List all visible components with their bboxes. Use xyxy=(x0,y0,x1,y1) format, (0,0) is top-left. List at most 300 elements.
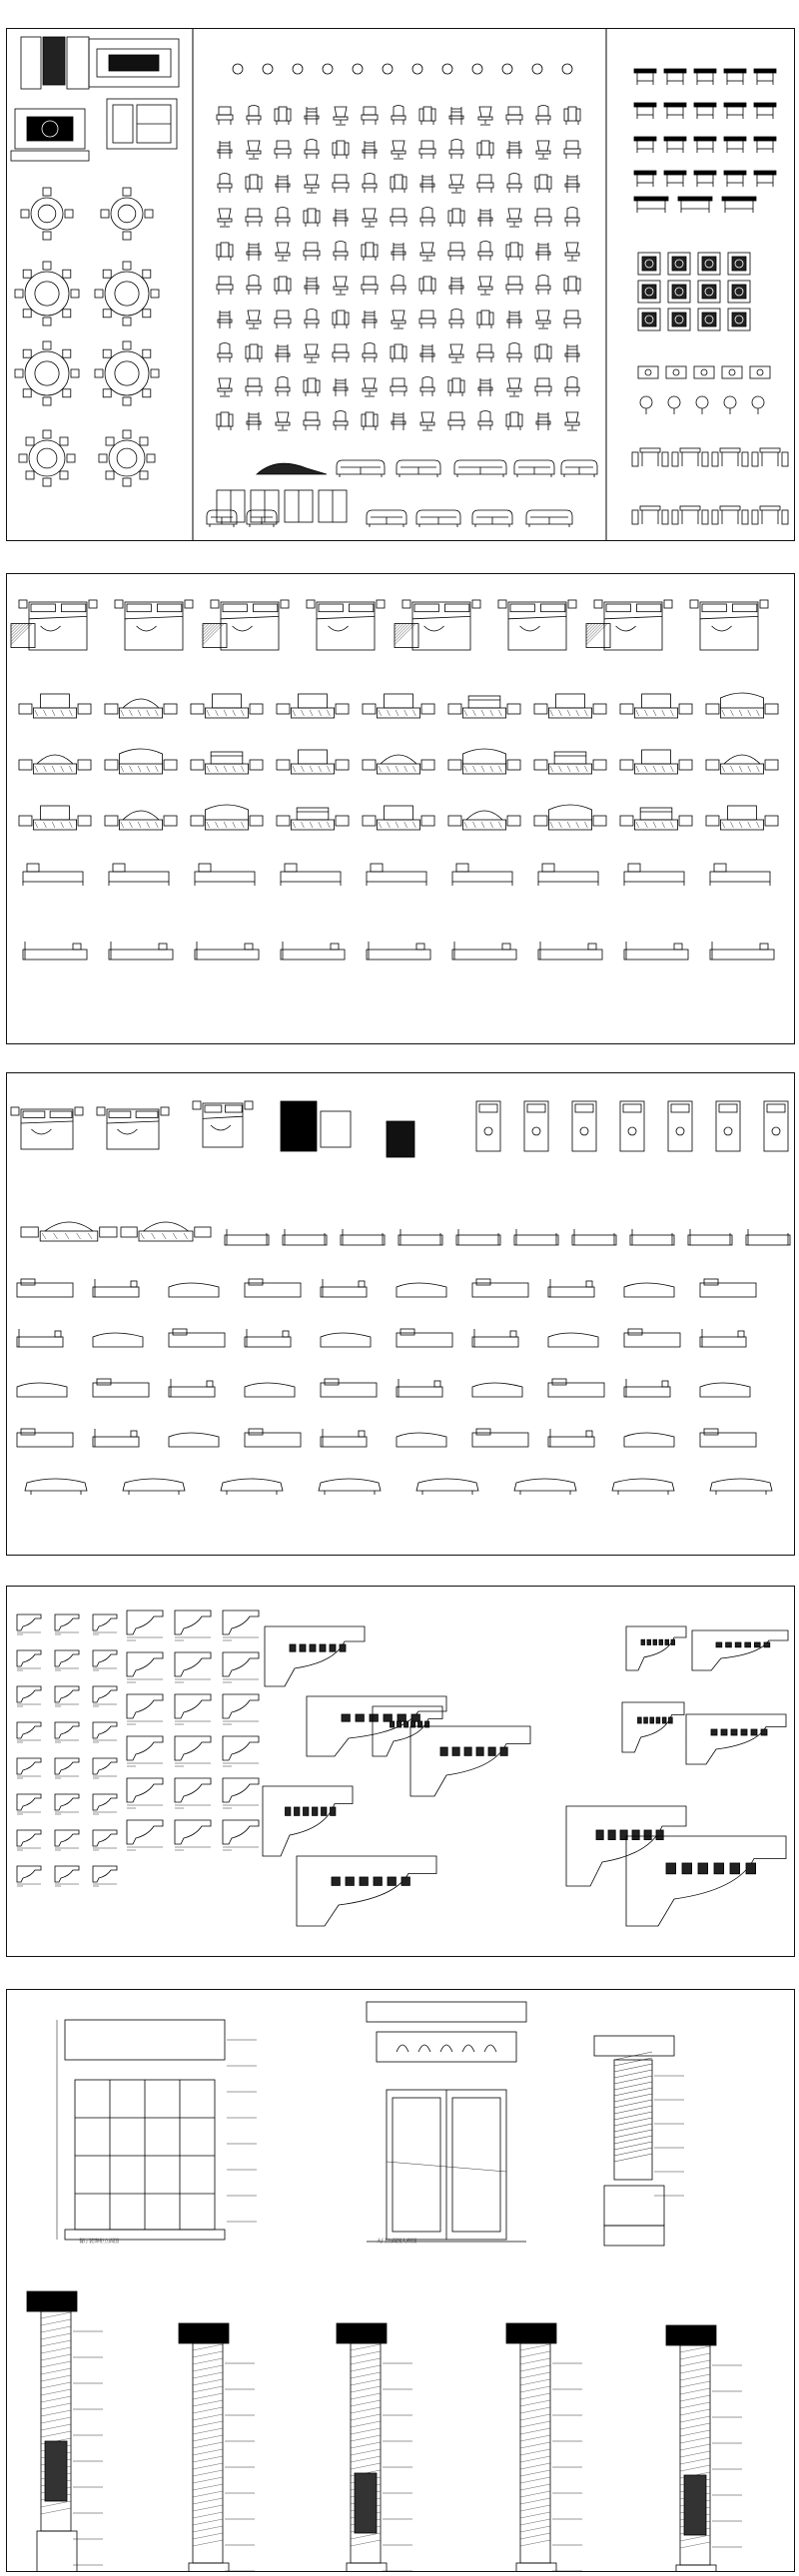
stroke xyxy=(412,766,415,772)
outline xyxy=(55,1614,79,1630)
outline xyxy=(566,412,578,422)
stroke xyxy=(11,624,14,627)
chair-symbol xyxy=(449,107,463,125)
outline xyxy=(634,171,656,175)
cornice-profile xyxy=(223,1736,259,1766)
daybed-symbol xyxy=(93,1429,139,1447)
stroke xyxy=(722,766,725,772)
bed-drawing-2 xyxy=(7,1073,794,1555)
chair-symbol xyxy=(448,209,464,227)
sofa-bed-symbol xyxy=(710,1479,772,1495)
outline xyxy=(645,369,651,375)
outline xyxy=(669,1717,673,1723)
outline xyxy=(507,816,520,826)
outline xyxy=(373,1706,442,1756)
outline xyxy=(50,1111,72,1117)
outline xyxy=(450,412,462,420)
stroke xyxy=(129,766,132,772)
stroke xyxy=(662,766,665,772)
outline xyxy=(536,286,550,290)
outline xyxy=(63,270,71,278)
daybed-symbol xyxy=(245,1429,301,1447)
outline xyxy=(23,950,87,960)
chair-symbol xyxy=(391,175,406,193)
stool-symbol xyxy=(472,64,482,74)
outline xyxy=(416,944,424,950)
outline xyxy=(319,604,343,612)
dining-table-symbol xyxy=(21,188,73,240)
outline xyxy=(218,184,232,188)
stroke xyxy=(224,766,227,772)
outline xyxy=(278,377,288,388)
daybed-symbol xyxy=(472,1279,528,1297)
outline xyxy=(394,106,403,117)
stroke xyxy=(472,766,475,772)
outline xyxy=(724,103,746,107)
stroke xyxy=(670,710,673,716)
dining-set-elevation-symbol xyxy=(712,448,748,466)
chair-symbol xyxy=(247,141,261,159)
table-elevation-symbol xyxy=(634,197,668,213)
outline xyxy=(662,510,668,524)
stroke xyxy=(193,2519,223,2525)
outline xyxy=(539,344,547,358)
outline xyxy=(211,1125,231,1130)
outline xyxy=(331,1807,336,1815)
outline xyxy=(464,1747,471,1755)
stroke xyxy=(520,2505,550,2511)
outline xyxy=(624,872,684,882)
outline xyxy=(764,1101,788,1151)
stroke xyxy=(396,710,399,716)
stroke xyxy=(756,766,759,772)
outline xyxy=(387,1121,414,1157)
outline xyxy=(169,1283,219,1297)
daybed-symbol xyxy=(169,1283,219,1297)
stroke xyxy=(584,766,587,772)
outline xyxy=(217,414,221,426)
outline xyxy=(221,616,279,618)
table-elevation-symbol xyxy=(694,103,716,119)
outline xyxy=(535,386,551,391)
outline xyxy=(666,1863,676,1874)
stroke xyxy=(680,2423,710,2429)
daybed-symbol xyxy=(624,1283,674,1297)
bed-side-symbol xyxy=(710,942,774,960)
outline xyxy=(714,864,726,872)
table-elevation-symbol xyxy=(634,69,656,85)
outline xyxy=(359,1281,365,1287)
outline xyxy=(702,257,716,271)
outline xyxy=(537,378,549,386)
stroke xyxy=(351,2414,381,2420)
outline xyxy=(21,1121,73,1123)
stroke xyxy=(301,822,304,828)
stroke xyxy=(155,766,158,772)
outline xyxy=(624,1283,674,1297)
daybed-symbol xyxy=(321,1279,367,1297)
stroke xyxy=(41,2431,71,2437)
outline xyxy=(11,624,35,648)
outline xyxy=(468,696,500,708)
stroke xyxy=(653,766,656,772)
outline xyxy=(632,510,638,524)
stool-symbol xyxy=(442,64,452,74)
outline xyxy=(119,708,162,718)
outline xyxy=(337,311,345,324)
outline xyxy=(306,175,318,185)
outline xyxy=(367,950,430,960)
outline xyxy=(391,177,395,189)
table-elevation-symbol xyxy=(724,103,746,119)
outline xyxy=(565,387,579,391)
chair-symbol xyxy=(419,277,435,295)
outline xyxy=(506,2323,556,2343)
outline xyxy=(421,816,434,826)
cornice-profile xyxy=(17,1650,41,1670)
stroke xyxy=(490,822,493,828)
outline xyxy=(421,412,433,422)
ornate-cornice-section xyxy=(410,1726,530,1796)
stroke xyxy=(586,624,592,630)
outline xyxy=(668,396,680,408)
ornate-cornice-section xyxy=(263,1786,353,1856)
stroke xyxy=(43,822,46,828)
stroke xyxy=(65,1233,69,1239)
stroke xyxy=(207,822,210,828)
stroke xyxy=(327,710,330,716)
cornice-profile xyxy=(93,1686,117,1706)
stroke xyxy=(412,710,415,716)
outline xyxy=(449,185,463,188)
daybed-symbol xyxy=(514,1229,558,1245)
outline xyxy=(548,1437,594,1447)
chair-symbol xyxy=(565,344,579,362)
outline xyxy=(109,872,169,882)
outline xyxy=(440,2045,452,2052)
outline xyxy=(628,1329,642,1335)
outline xyxy=(125,616,183,618)
outline xyxy=(614,2060,652,2180)
outline xyxy=(247,151,261,154)
outline xyxy=(620,760,633,770)
outline xyxy=(31,604,55,612)
stroke xyxy=(61,766,64,772)
outline xyxy=(423,277,431,291)
chair-symbol xyxy=(478,378,492,396)
double-door-elevation xyxy=(367,2002,526,2242)
outline xyxy=(700,602,758,650)
single-bed-plan-symbol xyxy=(572,1101,596,1151)
outline xyxy=(225,1105,242,1112)
daybed-symbol xyxy=(397,1433,446,1447)
chair-symbol xyxy=(217,243,233,261)
outline xyxy=(534,816,547,826)
outline xyxy=(586,1431,592,1437)
outline xyxy=(421,311,433,319)
ornate-cornice-section xyxy=(626,1626,686,1670)
chair-symbol xyxy=(391,378,406,396)
outline xyxy=(616,626,636,631)
outline xyxy=(754,171,776,175)
sofa-bed-symbol xyxy=(25,1479,87,1495)
outline xyxy=(321,1437,367,1447)
furniture-drawing xyxy=(7,29,794,540)
outline xyxy=(179,2323,229,2343)
chair-symbol xyxy=(305,310,319,329)
chair-symbol xyxy=(506,107,522,125)
bed-elevation-symbol xyxy=(19,806,91,830)
hatched-cabinet-elevation xyxy=(594,2036,684,2246)
outline xyxy=(37,755,73,764)
outline xyxy=(672,257,686,271)
daybed-symbol xyxy=(397,1283,446,1297)
outline xyxy=(554,752,586,764)
outline xyxy=(478,421,492,425)
outline xyxy=(205,820,248,830)
outline xyxy=(299,750,328,764)
outline xyxy=(452,378,460,392)
chair-symbol xyxy=(478,277,492,295)
outline xyxy=(281,950,345,960)
outline xyxy=(19,704,32,714)
stool-symbol xyxy=(293,64,303,74)
outline xyxy=(249,1279,263,1285)
outline xyxy=(93,1287,139,1297)
chair-symbol xyxy=(218,311,232,328)
outline xyxy=(173,1329,187,1335)
outline xyxy=(416,1479,478,1491)
chair-symbol xyxy=(333,344,349,362)
outline xyxy=(634,197,668,201)
outline xyxy=(257,463,327,474)
outline xyxy=(121,1227,137,1237)
outline xyxy=(680,448,700,452)
outline xyxy=(93,1437,139,1447)
stroke xyxy=(481,766,484,772)
bed-plan-symbol xyxy=(387,1121,414,1157)
outline xyxy=(745,1642,751,1647)
stroke xyxy=(748,766,751,772)
stroke xyxy=(680,2535,710,2541)
stroke xyxy=(193,2484,223,2490)
stroke xyxy=(193,2435,223,2441)
outline xyxy=(332,1877,340,1885)
stroke xyxy=(41,2424,71,2430)
daybed-symbol xyxy=(700,1429,756,1447)
outline xyxy=(333,313,337,324)
outline xyxy=(281,1101,317,1151)
outline xyxy=(245,1383,295,1397)
outline xyxy=(223,1694,259,1718)
stroke xyxy=(395,624,398,627)
outline xyxy=(333,183,349,188)
outline xyxy=(746,1863,756,1874)
outline xyxy=(19,816,32,826)
outline xyxy=(420,387,434,391)
outline xyxy=(193,2343,223,2563)
outline xyxy=(321,1333,371,1347)
bed-elevation-symbol xyxy=(105,749,177,774)
outline xyxy=(440,1747,447,1755)
outline xyxy=(203,624,227,648)
chair-symbol xyxy=(565,412,579,430)
chair-symbol xyxy=(565,208,579,228)
outline xyxy=(442,64,452,74)
outline xyxy=(21,1227,38,1237)
outline xyxy=(704,1429,718,1435)
outline xyxy=(310,1644,316,1651)
outline xyxy=(702,313,716,326)
outline xyxy=(509,174,519,185)
outline xyxy=(169,1433,219,1447)
stool-symbol xyxy=(562,64,572,74)
outline xyxy=(640,808,672,820)
stroke xyxy=(351,2407,381,2413)
outline xyxy=(535,217,551,222)
outline xyxy=(624,1433,674,1447)
carved-panel-symbol xyxy=(698,281,720,303)
single-bed-plan-symbol xyxy=(764,1101,788,1151)
bed-elevation-symbol xyxy=(277,808,349,830)
outline xyxy=(659,1639,663,1644)
outline xyxy=(418,2045,430,2052)
outline xyxy=(283,1235,327,1245)
outline xyxy=(686,1714,786,1764)
bed-elevation-symbol xyxy=(363,806,434,830)
outline xyxy=(151,290,159,298)
chair-symbol xyxy=(536,141,550,159)
outline xyxy=(276,218,290,222)
outline xyxy=(732,604,756,612)
outline xyxy=(547,346,551,358)
bed-elevation-symbol xyxy=(277,750,349,774)
outline xyxy=(761,1729,767,1735)
stroke xyxy=(644,710,647,716)
outline xyxy=(95,369,103,377)
outline xyxy=(127,1610,163,1634)
bed-elevation-symbol xyxy=(706,806,778,830)
outline xyxy=(746,1235,790,1245)
outline xyxy=(760,600,768,608)
outline xyxy=(366,412,374,426)
outline xyxy=(111,198,143,230)
outline xyxy=(535,346,539,358)
outline xyxy=(199,864,211,872)
outline xyxy=(586,1281,592,1287)
appliance-symbol xyxy=(638,366,658,378)
outline xyxy=(402,346,406,358)
outline xyxy=(223,1652,259,1676)
bed-side-symbol xyxy=(109,942,173,960)
outline xyxy=(123,699,159,708)
outline xyxy=(93,1866,117,1882)
bed-elevation-symbol xyxy=(105,699,177,718)
outline xyxy=(604,616,662,618)
outline xyxy=(195,872,255,882)
outline xyxy=(41,694,70,708)
chair-symbol xyxy=(363,141,377,159)
stroke xyxy=(69,710,72,716)
outline xyxy=(532,1127,540,1135)
outline xyxy=(299,694,328,708)
chair-symbol xyxy=(362,277,378,295)
stroke xyxy=(293,822,296,828)
sofa-symbol xyxy=(367,510,406,527)
outline xyxy=(412,616,470,618)
outline xyxy=(127,1736,163,1760)
outline xyxy=(672,313,686,326)
stroke xyxy=(138,822,141,828)
outline xyxy=(480,242,490,253)
outline xyxy=(452,1747,459,1755)
bed-elevation-symbol xyxy=(19,755,91,774)
outline xyxy=(300,1644,306,1651)
chair-symbol xyxy=(218,343,232,363)
outline xyxy=(115,361,139,385)
chair-symbol xyxy=(478,209,492,227)
outline xyxy=(278,208,288,219)
outline xyxy=(43,318,51,325)
cornice-profile xyxy=(93,1614,117,1634)
chair-symbol xyxy=(333,175,349,193)
sofa-bed-symbol xyxy=(319,1479,381,1495)
stroke xyxy=(193,2344,223,2350)
outline xyxy=(720,820,763,830)
outline xyxy=(534,760,547,770)
stroke xyxy=(614,2136,652,2144)
outline xyxy=(506,414,510,426)
outline xyxy=(510,1331,516,1337)
stroke xyxy=(387,766,390,772)
stroke xyxy=(351,2344,381,2350)
chair-symbol xyxy=(334,378,348,396)
outline xyxy=(43,478,51,486)
stroke xyxy=(520,2351,550,2357)
outline xyxy=(336,411,346,422)
bed-elevation-symbol xyxy=(534,752,606,774)
outline xyxy=(290,1644,296,1651)
chair-symbol xyxy=(420,412,434,430)
dining-set-elevation-symbol xyxy=(672,506,708,524)
sofa-symbol xyxy=(337,460,385,477)
outline xyxy=(211,752,243,764)
outline xyxy=(117,1129,137,1134)
chair-symbol xyxy=(275,107,291,125)
stroke xyxy=(680,2458,710,2464)
stroke xyxy=(586,624,604,642)
stroke xyxy=(11,624,29,642)
outline xyxy=(565,422,579,425)
chair-symbol xyxy=(276,412,290,430)
cornice-profile xyxy=(223,1652,259,1682)
outline xyxy=(702,510,708,524)
elevation-drawing xyxy=(7,1990,794,2571)
sheet-bed-library-1 xyxy=(6,573,795,1044)
stroke xyxy=(644,766,647,772)
bed-side-symbol xyxy=(538,864,598,886)
outline xyxy=(704,1279,718,1285)
carved-panel-symbol xyxy=(668,253,690,275)
table-elevation-symbol xyxy=(724,69,746,85)
outline xyxy=(295,1807,300,1815)
outline xyxy=(21,1429,35,1435)
stroke xyxy=(41,2347,71,2353)
outline xyxy=(641,1639,645,1644)
outline xyxy=(218,388,232,391)
outline xyxy=(383,64,393,74)
chair-symbol xyxy=(276,344,290,362)
